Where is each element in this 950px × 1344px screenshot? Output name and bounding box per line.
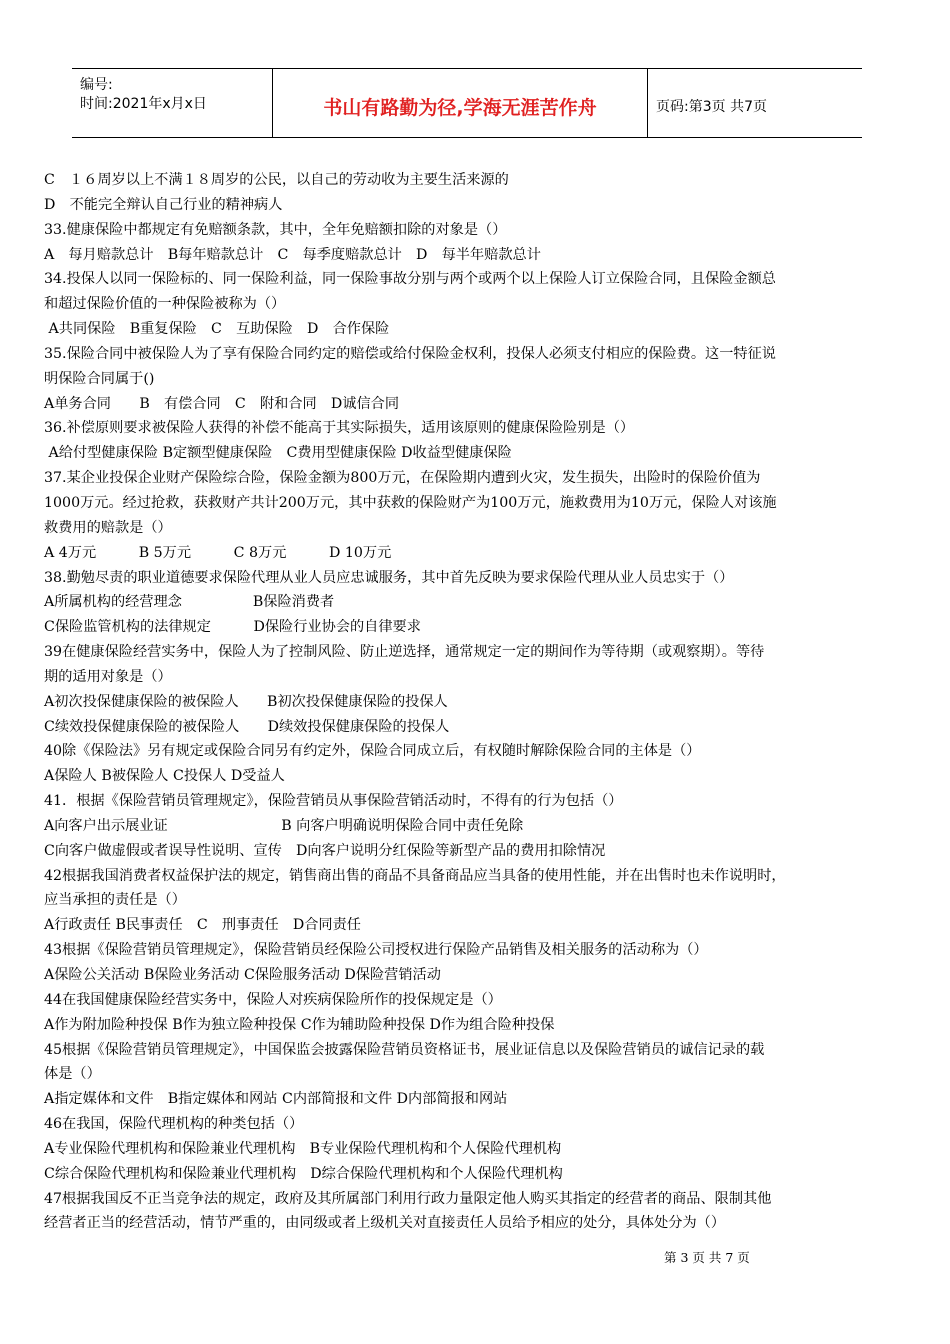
text-line: 和超过保险价值的一种保险被称为（） bbox=[44, 296, 286, 313]
text-line: 期的适用对象是（） bbox=[44, 668, 172, 685]
text-line: 1000万元。经过抢救，获救财产共计200万元，其中获救的保险财产为100万元，施救费用为10万元，保险人对该施 bbox=[44, 494, 777, 511]
text-line: 45根据《保险营销员管理规定》，中国保监会披露保险营销员资格证书，展业证信息以及保险营销员的诚信记录的载 bbox=[44, 1041, 765, 1058]
header-middle-cell bbox=[273, 69, 648, 137]
text-line: 38.勤勉尽责的职业道德要求保险代理从业人员应忠诚服务，其中首先反映为要求保险代理从业人员忠实于（） bbox=[44, 569, 734, 586]
text-line: 42根据我国消费者权益保护法的规定，销售商出售的商品不具备商品应当具备的使用性能，并在出售时也未作说明时， bbox=[44, 867, 786, 884]
text-line: 35.保险合同中被保险人为了享有保险合同约定的赔偿或给付保险金权利，投保人必须支付相应的保险费。这一特征说 bbox=[44, 345, 776, 362]
text-line: D 不能完全辩认自己行业的精神病人 bbox=[44, 196, 283, 213]
text-line: 明保险合同属于() bbox=[44, 370, 155, 387]
text-line: 应当承担的责任是（） bbox=[44, 892, 186, 909]
text-line: A作为附加险种投保 B作为独立险种投保 C作为辅助险种投保 D作为组合险种投保 bbox=[44, 1016, 555, 1033]
text-line: 47根据我国反不正当竞争法的规定，政府及其所属部门利用行政力量限定他人购买其指定的经营者的商品、限制其他 bbox=[44, 1190, 772, 1207]
text-line: 36.补偿原则要求被保险人获得的补偿不能高于其实际损失，适用该原则的健康保险险别是（） bbox=[44, 420, 635, 437]
text-line: 46在我国，保险代理机构的种类包括（） bbox=[44, 1116, 304, 1133]
text-line: 救费用的赔款是（） bbox=[44, 519, 172, 536]
text-line: A 4万元 B 5万元 C 8万元 D 10万元 bbox=[44, 544, 392, 561]
text-line: A保险人 B被保险人 C投保人 D受益人 bbox=[44, 768, 285, 785]
time-label: 时间:2021年x月x日 bbox=[80, 96, 207, 112]
text-line: 44在我国健康保险经营实务中，保险人对疾病保险所作的投保规定是（） bbox=[44, 991, 502, 1008]
text-line: A初次投保健康保险的被保险人 B初次投保健康保险的投保人 bbox=[44, 693, 448, 710]
text-line: 34.投保人以同一保险标的、同一保险利益，同一保险事故分别与两个或两个以上保险人订立保险合同，且保险金额总 bbox=[44, 271, 776, 288]
text-line: A 每月赔款总计 B每年赔款总计 C 每季度赔款总计 D 每半年赔款总计 bbox=[44, 246, 541, 263]
text-line: C保险监管机构的法律规定 D保险行业协会的自律要求 bbox=[44, 619, 421, 636]
text-line: C １６周岁以上不满１８周岁的公民，以自己的劳动收为主要生活来源的 bbox=[44, 172, 509, 188]
document-body bbox=[44, 168, 924, 1236]
text-line: A指定媒体和文件 B指定媒体和网站 C内部简报和文件 D内部简报和网站 bbox=[44, 1091, 508, 1108]
motto: 书山有路勤为径,学海无涯苦作舟 bbox=[323, 97, 597, 119]
text-line: C续效投保健康保险的被保险人 D续效投保健康保险的投保人 bbox=[44, 718, 450, 735]
text-line: 41．根据《保险营销员管理规定》，保险营销员从事保险营销活动时，不得有的行为包括（） bbox=[44, 793, 623, 810]
number-label: 编号: bbox=[80, 77, 113, 93]
text-line: 43根据《保险营销员管理规定》，保险营销员经保险公司授权进行保险产品销售及相关服务的活动称为（） bbox=[44, 942, 708, 959]
text-line: A单务合同 B 有偿合同 C 附和合同 D诚信合同 bbox=[44, 395, 400, 412]
page-header bbox=[72, 68, 862, 138]
text-line: C综合保险代理机构和保险兼业代理机构 D综合保险代理机构和个人保险代理机构 bbox=[44, 1165, 563, 1182]
text-line: A给付型健康保险 B定额型健康保险 C费用型健康保险 D收益型健康保险 bbox=[44, 445, 512, 462]
text-line: 体是（） bbox=[44, 1066, 101, 1083]
text-line: 39在健康保险经营实务中，保险人为了控制风险、防止逆选择，通常规定一定的期间作为等待期（或观察期）。等待 bbox=[44, 644, 765, 661]
page-code: 页码:第3页 共7页 bbox=[656, 99, 767, 115]
text-line: C向客户做虚假或者误导性说明、宣传 D向客户说明分红保险等新型产品的费用扣除情况 bbox=[44, 842, 606, 859]
text-line: A所属机构的经营理念 B保险消费者 bbox=[44, 594, 335, 611]
header-right-cell bbox=[648, 69, 862, 137]
text-line: A向客户出示展业证 B 向客户明确说明保险合同中责任免除 bbox=[44, 817, 524, 834]
text-line: A行政责任 B民事责任 C 刑事责任 D合同责任 bbox=[44, 917, 361, 934]
text-line: 40除《保险法》另有规定或保险合同另有约定外，保险合同成立后，有权随时解除保险合同的主体是（） bbox=[44, 743, 701, 760]
text-line: 经营者正当的经营活动，情节严重的，由同级或者上级机关对直接责任人员给予相应的处分，具体处分为（） bbox=[44, 1215, 726, 1232]
page-footer: 第 3 页 共 7 页 bbox=[664, 1250, 750, 1265]
text-line: 33.健康保险中都规定有免赔额条款，其中，全年免赔额扣除的对象是（） bbox=[44, 221, 507, 238]
text-line: 37.某企业投保企业财产保险综合险，保险金额为800万元，在保险期内遭到火灾，发生损失，出险时的保险价值为 bbox=[44, 470, 761, 487]
text-line: A保险公关活动 B保险业务活动 C保险服务活动 D保险营销活动 bbox=[44, 967, 441, 983]
header-left-cell bbox=[72, 69, 273, 137]
text-line: A专业保险代理机构和保险兼业代理机构 B专业保险代理机构和个人保险代理机构 bbox=[44, 1140, 562, 1157]
text-line: A共同保险 B重复保险 C 互助保险 D 合作保险 bbox=[44, 321, 390, 338]
